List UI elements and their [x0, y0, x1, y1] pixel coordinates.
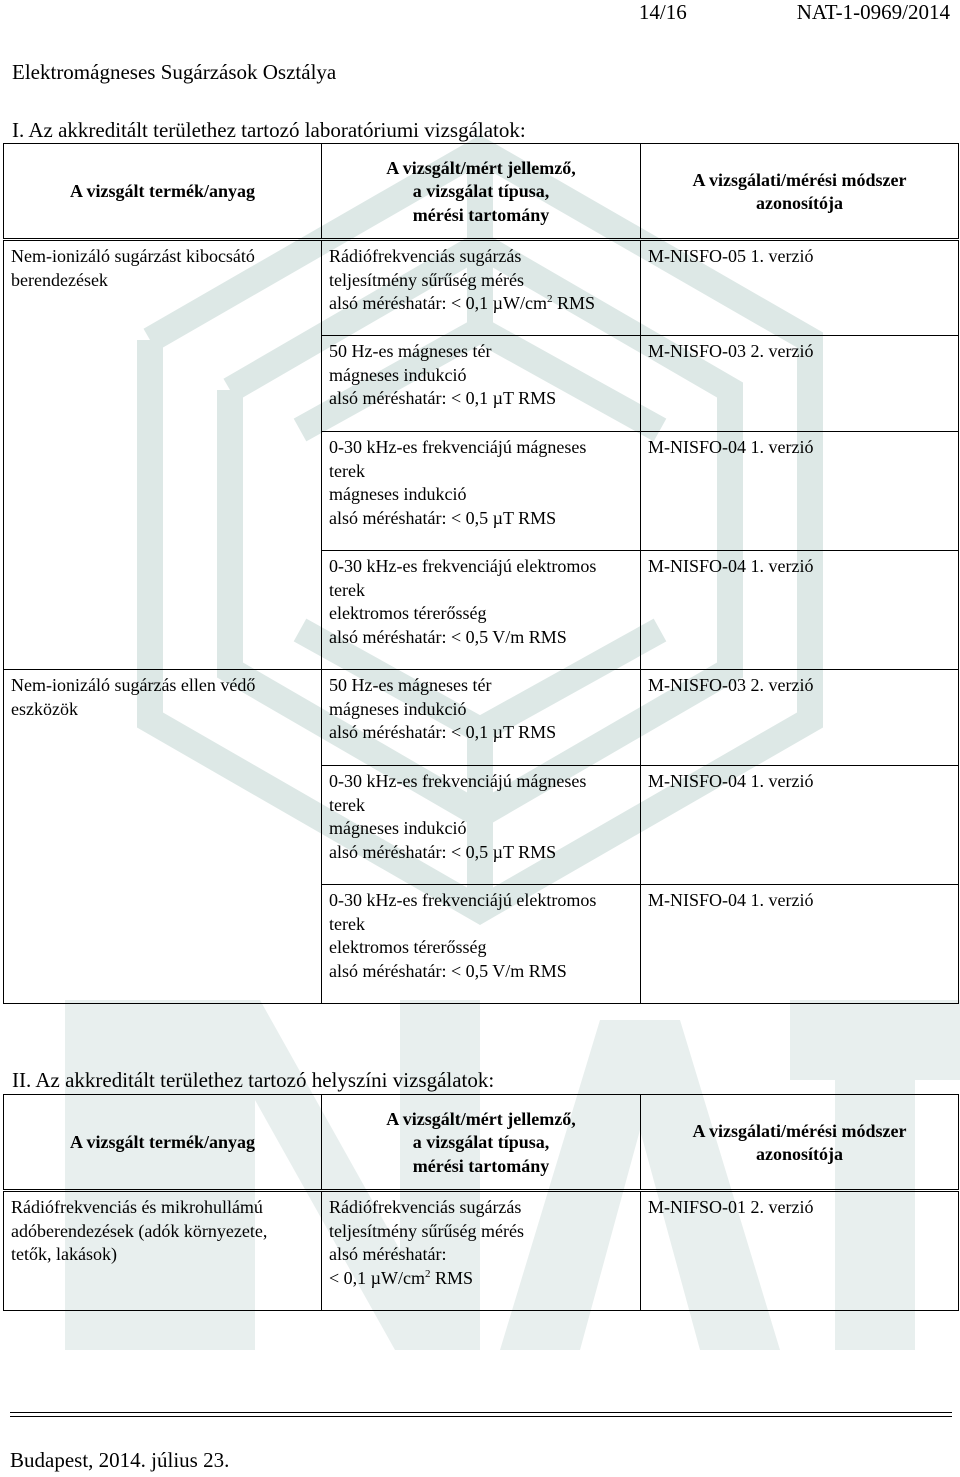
document-id: NAT-1-0969/2014: [796, 0, 950, 24]
limit-exponent: 2: [546, 293, 553, 305]
header-line: azonosítója: [756, 1144, 843, 1164]
property-line: teljesítmény sűrűség mérés: [329, 1220, 524, 1241]
method-cell: M-NISFO-03 2. verzió: [641, 670, 959, 766]
method-cell: M-NISFO-04 1. verzió: [641, 766, 959, 885]
property-line: alsó méréshatár: < 0,5 µT RMS: [329, 841, 557, 862]
footer-divider: [10, 1412, 952, 1413]
method-cell: M-NISFO-05 1. verzió: [641, 240, 959, 336]
header-line: A vizsgálati/mérési módszer: [692, 169, 907, 190]
col-header-property: [322, 1095, 641, 1191]
header-line: mérési tartomány: [412, 1155, 550, 1176]
limit-unit: RMS: [430, 1267, 474, 1288]
method-cell: M-NISFO-03 2. verzió: [641, 336, 959, 432]
product-line: Rádiófrekvenciás és mikrohullámú: [11, 1197, 263, 1217]
limit-unit: RMS: [552, 293, 595, 313]
header-line: A vizsgálati/mérési módszer: [692, 1120, 907, 1141]
property-line: alsó méréshatár: < 0,5 µT RMS: [329, 507, 557, 528]
property-line: 50 Hz-es mágneses tér: [329, 675, 492, 695]
table-row: [4, 670, 959, 766]
lab-tests-table: [3, 143, 959, 1004]
table-header-row: [4, 144, 959, 240]
footer-place-date: Budapest, 2014. július 23.: [10, 1448, 230, 1472]
limit-text: < 0,1 µW/cm: [329, 1267, 426, 1288]
product-line: tetők, lakások): [11, 1244, 117, 1264]
property-cell: [322, 336, 641, 432]
col-header-product: A vizsgált termék/anyag: [4, 1095, 322, 1191]
col-header-product: A vizsgált termék/anyag: [4, 144, 322, 240]
method-cell: M-NISFO-04 1. verzió: [641, 885, 959, 1004]
property-cell: [322, 240, 641, 336]
property-line: 0-30 kHz-es frekvenciájú mágneses: [329, 771, 587, 791]
property-line: alsó méréshatár: < 0,1 µT RMS: [329, 722, 557, 742]
property-cell: [322, 885, 641, 1004]
property-line: alsó méréshatár: < 0,5 V/m RMS: [329, 626, 567, 647]
product-cell: [4, 670, 322, 1004]
method-cell: M-NISFO-04 1. verzió: [641, 551, 959, 670]
property-cell: [322, 670, 641, 766]
header-line: A vizsgált/mért jellemző,: [386, 157, 576, 178]
product-line: Nem-ionizáló sugárzást kibocsátó: [11, 246, 255, 266]
property-line: mágneses indukció: [329, 364, 467, 385]
property-line: alsó méréshatár:: [329, 1244, 447, 1264]
product-line: berendezések: [11, 269, 108, 290]
property-line: elektromos térerősség: [329, 603, 487, 623]
method-cell: M-NISFO-04 1. verzió: [641, 432, 959, 551]
property-line: terek: [329, 579, 365, 600]
method-cell: M-NIFSO-01 2. verzió: [641, 1191, 959, 1311]
property-line: 0-30 kHz-es frekvenciájú mágneses: [329, 437, 587, 457]
page-header: [529, 0, 950, 25]
property-line: terek: [329, 794, 365, 815]
property-line: 0-30 kHz-es frekvenciájú elektromos: [329, 890, 597, 910]
table-row: [4, 1191, 959, 1311]
col-header-method: [641, 1095, 959, 1191]
property-line: mágneses indukció: [329, 818, 467, 838]
product-line: adóberendezések (adók környezete,: [11, 1220, 268, 1241]
property-line: elektromos térerősség: [329, 937, 487, 957]
property-cell: [322, 551, 641, 670]
property-line: alsó méréshatár: < 0,5 V/m RMS: [329, 960, 567, 981]
property-line: 0-30 kHz-es frekvenciájú elektromos: [329, 556, 597, 576]
product-cell: [4, 240, 322, 670]
property-line: Rádiófrekvenciás sugárzás: [329, 246, 522, 266]
property-cell: [322, 432, 641, 551]
table-header-row: [4, 1095, 959, 1191]
header-line: A vizsgált/mért jellemző,: [386, 1108, 576, 1129]
product-line: Nem-ionizáló sugárzás ellen védő: [11, 675, 256, 695]
property-cell: [322, 1191, 641, 1311]
property-line: terek: [329, 913, 365, 934]
limit-text: alsó méréshatár: < 0,1 µW/cm: [329, 293, 547, 313]
header-line: mérési tartomány: [412, 204, 550, 225]
section1-title: I. Az akkreditált területhez tartozó laboratóriumi vizsgálatok:: [12, 118, 526, 142]
page-number: 14/16: [638, 0, 687, 24]
product-cell: [4, 1191, 322, 1311]
property-line: alsó méréshatár: < 0,1 µT RMS: [329, 388, 557, 408]
department-title: Elektromágneses Sugárzások Osztálya: [12, 60, 337, 84]
header-line: azonosítója: [756, 193, 843, 213]
property-limit-line: [329, 1267, 633, 1291]
footer-divider: [10, 1416, 952, 1417]
table-row: [4, 240, 959, 336]
property-limit-line: [329, 292, 633, 316]
limit-exponent: 2: [425, 1267, 431, 1280]
header-line: a vizsgálat típusa,: [412, 181, 550, 202]
col-header-method: [641, 144, 959, 240]
property-line: terek: [329, 460, 365, 481]
product-line: eszközök: [11, 698, 78, 719]
onsite-tests-table: [3, 1094, 959, 1311]
property-line: Rádiófrekvenciás sugárzás: [329, 1197, 522, 1217]
col-header-property: [322, 144, 641, 240]
property-line: teljesítmény sűrűség mérés: [329, 269, 524, 290]
property-line: 50 Hz-es mágneses tér: [329, 341, 492, 361]
property-line: mágneses indukció: [329, 698, 467, 719]
property-cell: [322, 766, 641, 885]
section2-title: II. Az akkreditált területhez tartozó helyszíni vizsgálatok:: [12, 1068, 495, 1092]
header-line: a vizsgálat típusa,: [412, 1132, 550, 1153]
property-line: mágneses indukció: [329, 484, 467, 504]
